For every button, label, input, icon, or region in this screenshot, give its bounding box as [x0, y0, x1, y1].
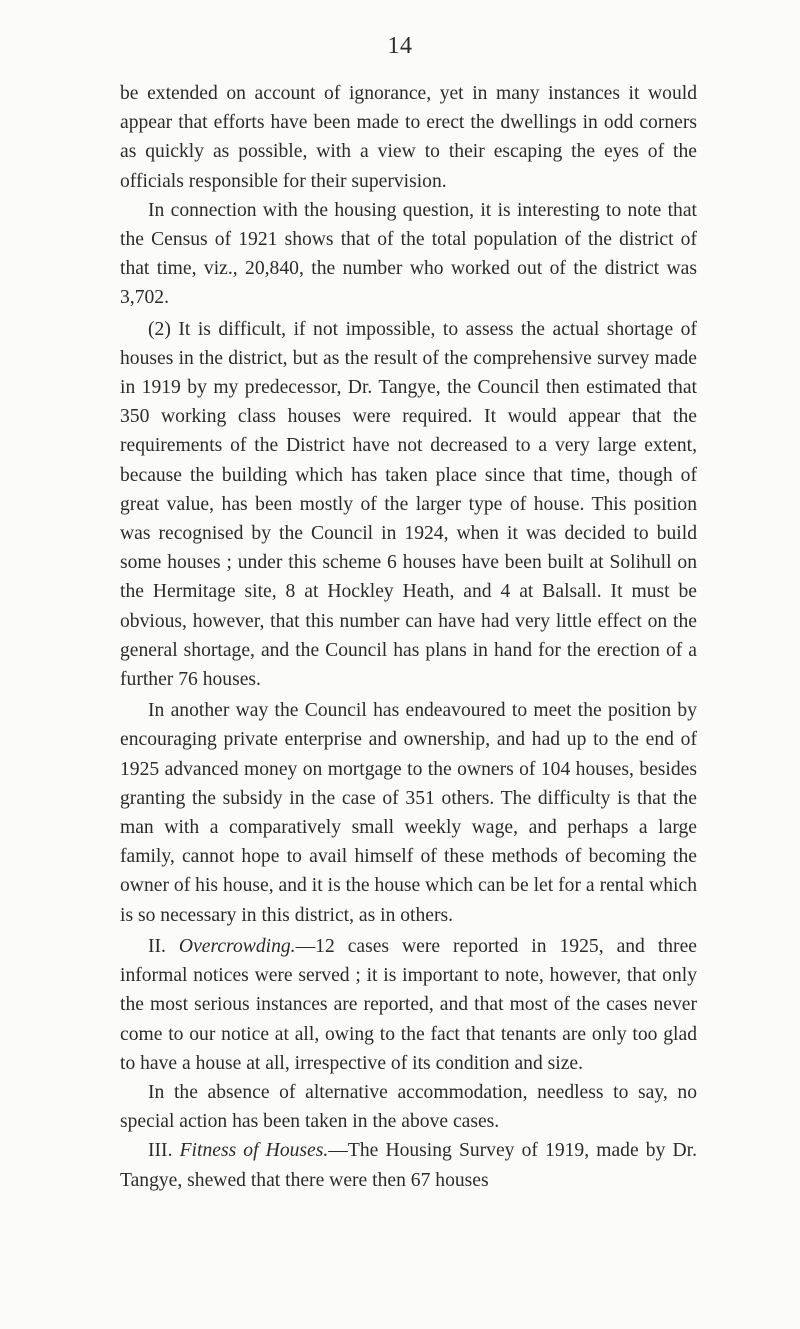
paragraph-alternative-accommodation: In the absence of alternative accommodation, needless to say, no special action has been taken in the above cases. [120, 1081, 697, 1133]
section-number-iii: III. [148, 1140, 180, 1162]
paragraph-private-enterprise: In another way the Council has endeavoured to meet the position by encouraging private enterprise and ownership, and had up to the end of 1925 advanced money on mortgage to the owners of 104 houses, besides granting the subsidy in the case of 351 others. The difficulty is that the man with a comparatively small weekly wage, and perhaps a large family, cannot hope to avail himself of these methods of becoming the owner of his house, and it is the house which can be let for a rental which is so necessary in this district, as in others. [120, 700, 697, 926]
paragraph-fitness-of-houses [120, 1136, 697, 1194]
page-number: 14 [387, 33, 413, 59]
overcrowding-text: —12 cases were reported in 1925, and three informal notices were served ; it is important to note, however, that only the most serious instances are reported, and that most of the cases never come to our notice at all, owing to the fact that tenants are only too glad to have a house at all, irrespective of its condition and size. [120, 935, 697, 1074]
heading-fitness-of-houses: Fitness of Houses. [179, 1140, 329, 1162]
section-number-ii: II. [148, 935, 179, 957]
body-text [120, 79, 697, 1195]
heading-overcrowding: Overcrowding. [178, 935, 296, 957]
paragraph-census: In connection with the housing question, it is interesting to note that the Census of 1921 shows that of the total population of the district of that time, viz., 20,840, the number who worked out of the district was 3,702. [120, 199, 697, 309]
fitness-text: —The Housing Survey of 1919, made by Dr. Tangye, shewed that there were then 67 houses [120, 1140, 697, 1191]
paragraph-housing-shortage: (2) It is difficult, if not impossible, to assess the actual shortage of houses in the district, but as the result of the comprehensive survey made in 1919 by my predecessor, Dr. Tangye, the Council then estimated that 350 working class houses were required. It would appear that the requirements of the District have not decreased to a very large extent, because the building which has taken place since that time, though of great value, has been mostly of the larger type of house. This position was recognised by the Council in 1924, when it was decided to build some houses ; under this scheme 6 houses have been built at Solihull on the Hermitage site, 8 at Hockley Heath, and 4 at Balsall. It must be obvious, however, that this number can have had very little effect on the general shortage, and the Council has plans in hand for the erection of a further 76 houses. [120, 318, 697, 691]
paragraph-overcrowding [120, 932, 697, 1078]
paragraph-continuation: be extended on account of ignorance, yet in many instances it would appear that efforts have been made to erect the dwellings in odd corners as quickly as possible, with a view to their escaping the eyes of the officials responsible for their supervision. [120, 83, 697, 192]
